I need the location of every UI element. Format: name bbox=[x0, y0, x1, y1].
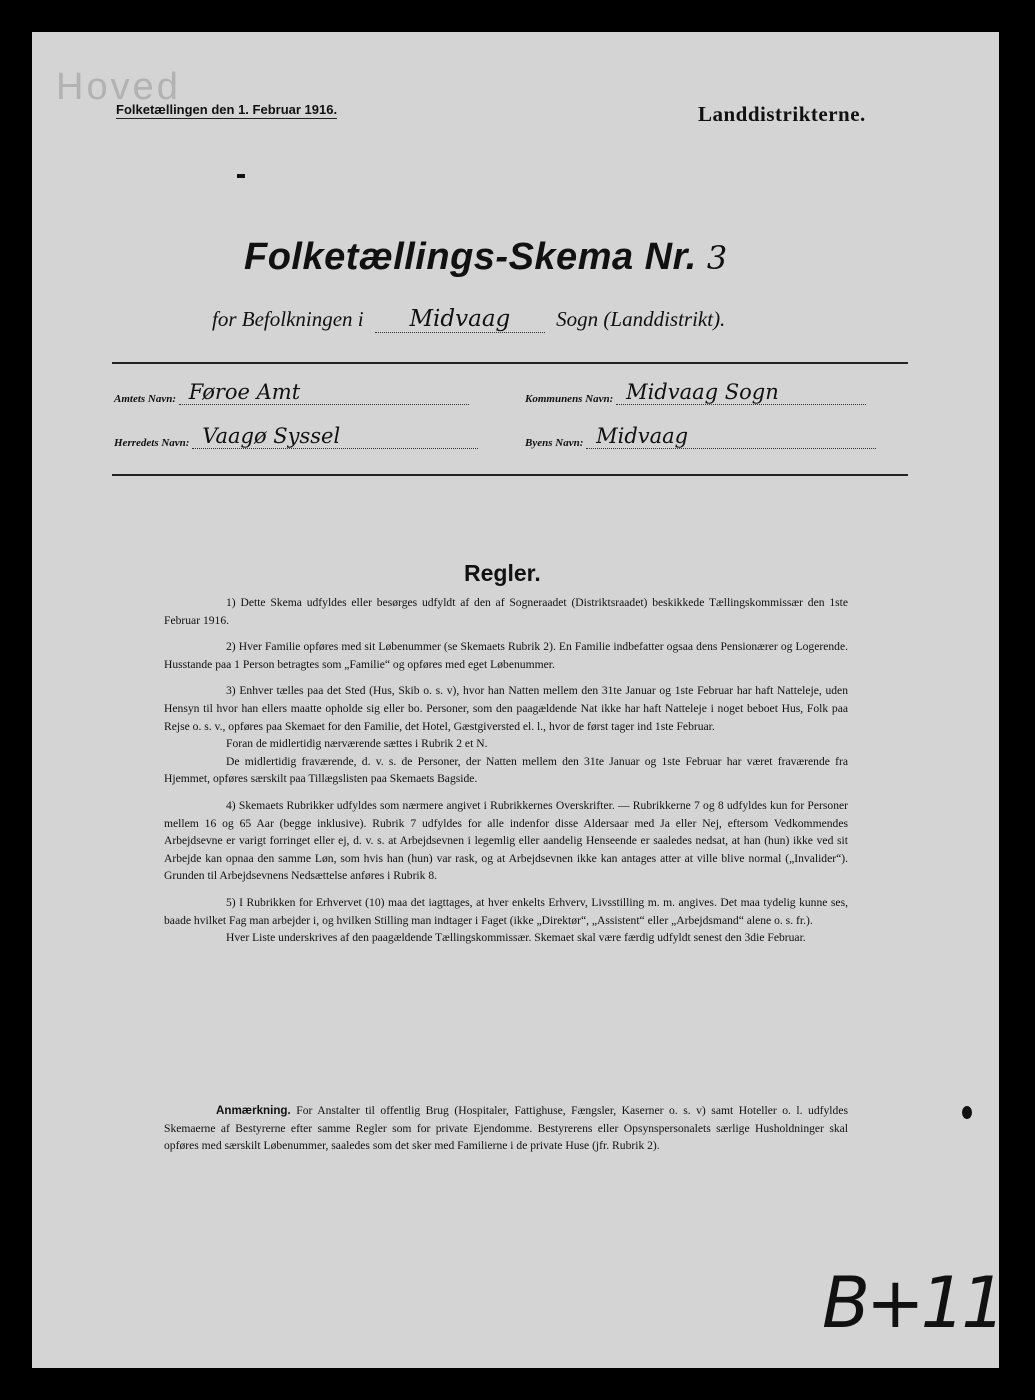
ink-dot bbox=[962, 1106, 972, 1119]
form-title bbox=[244, 236, 728, 279]
rule-5-signature: Hver Liste underskrives af den paagældende Tællingskommissær. Skemaet skal være færdig udfyldt senest den 3die Februar. bbox=[226, 931, 806, 945]
amt-value: Føroe Amt bbox=[188, 380, 301, 404]
remark-paragraph bbox=[164, 1102, 848, 1155]
form-title-text: Folketællings-Skema Nr. bbox=[244, 236, 697, 278]
herred-label: Herredets Navn: bbox=[114, 437, 190, 449]
rule-3-present: Foran de midlertidig nærværende sættes i Rubrik 2 et N. bbox=[226, 737, 488, 751]
rules-heading: Regler. bbox=[464, 560, 541, 586]
bottom-divider bbox=[112, 474, 908, 476]
top-divider bbox=[112, 362, 908, 364]
remark-text: For Anstalter til offentlig Brug (Hospitaler, Fattighuse, Fængsler, Kaserner o. s. v) samt Hoteller o. l. udfyldes Skemaerne af Bestyrerne efter samme Regler som for private Ejendomme. Bestyrerens eller Opsynspersonalets særlige Husholdninger skal opføres med særskilt Løbenummer, saaledes som det sker med Familierne i de private Huse (jfr. Rubrik 2). bbox=[164, 1104, 848, 1153]
remark-label: Anmærkning. bbox=[216, 1104, 291, 1117]
kommune-value: Midvaag Sogn bbox=[626, 380, 779, 404]
form-number: 3 bbox=[706, 239, 728, 277]
rule-5: 5) I Rubrikken for Erhvervet (10) maa det iagttages, at hver enkelts Erhverv, Livsstilling m. m. angives. Det maa tydelig kunne ses, baade hvilket Fag man arbejder i, og hvilken Stilling man indtager i Faget (ikke „Direktør“, „Assistent“ eller „Arbejdsmand“ alene o. s. fr.). bbox=[164, 895, 848, 927]
kommune-field bbox=[525, 380, 866, 405]
subtitle-prefix: for Befolkningen i bbox=[212, 307, 364, 331]
parish-name-field: Midvaag bbox=[375, 306, 545, 333]
hoved-stamp: Hoved bbox=[56, 66, 181, 108]
district-header: Landdistrikterne. bbox=[698, 102, 866, 126]
census-date-header: Folketællingen den 1. Februar 1916. bbox=[116, 102, 338, 117]
amt-label: Amtets Navn: bbox=[114, 393, 177, 405]
ink-mark bbox=[237, 174, 245, 178]
amt-field bbox=[114, 380, 469, 405]
herred-field bbox=[114, 424, 478, 449]
herred-value: Vaagø Syssel bbox=[202, 424, 341, 448]
kommune-label: Kommunens Navn: bbox=[525, 393, 614, 405]
by-value: Midvaag bbox=[596, 424, 689, 448]
form-subtitle bbox=[212, 306, 852, 333]
by-label: Byens Navn: bbox=[525, 437, 584, 449]
by-field bbox=[525, 424, 876, 449]
rule-3-absent: De midlertidig fraværende, d. v. s. de Personer, der Natten mellem den 31te Januar og 1ste Februar har været fraværende fra Hjemmet, opføres særskilt paa Tillægslisten paa Skemaets Bagside. bbox=[164, 754, 848, 786]
subtitle-suffix: Sogn (Landdistrikt). bbox=[556, 307, 726, 331]
rule-1: 1) Dette Skema udfyldes eller besørges udfyldt af den af Sogneraadet (Distriktsraadet) beskikkede Tællingskommissær den 1ste Februar 1916. bbox=[164, 596, 848, 627]
rule-2: 2) Hver Familie opføres med sit Løbenummer (se Skemaets Rubrik 2). En Familie indbefatter ogsaa dens Pensionærer og Logerende. Husstande paa 1 Person betragtes som „Familie“ og opføres med eget Løbenummer. bbox=[164, 640, 848, 671]
rule-4: 4) Skemaets Rubrikker udfyldes som nærmere angivet i Rubrikkernes Overskrifter. — Rubrikkerne 7 og 8 udfyldes kun for Personer mellem 16 og 65 Aar (begge inklusive). Rubrik 7 udfyldes for alle indenfor disse Aldersaar med Ja eller Nej, eftersom Vedkommendes Arbejdsevne er varigt forringet eller ej, d. v. s. at Arbejdsevnen i legemlig eller aandelig Henseende er saaledes nedsat, at han (hun) ikke ved sit Arbejde kan opnaa den samme Løn, som hvis han (hun) var rask, og at Arbejdsevnen ikke kan antages atter at ville blive normal („Invalider“). Grunden til Arbejdsevnens Nedsættelse anføres i Rubrik 8. bbox=[164, 798, 848, 883]
rule-3: 3) Enhver tælles paa det Sted (Hus, Skib o. s. v), hvor han Natten mellem den 31te Januar og 1ste Februar har haft Natteleje, uden Hensyn til hvor han ellers maatte opholde sig eller bo. Personer, som den paagældende Nat ikke har haft Natteleje i noget beboet Hus, Folk paa Rejse o. s. v., opføres paa Skemaet for den Familie, det Hotel, Gæstgiversted el. l., hvor de først tager ind 1ste Februar. bbox=[164, 684, 848, 733]
archive-mark: B+11 bbox=[822, 1262, 1002, 1344]
rules-text bbox=[164, 594, 848, 956]
